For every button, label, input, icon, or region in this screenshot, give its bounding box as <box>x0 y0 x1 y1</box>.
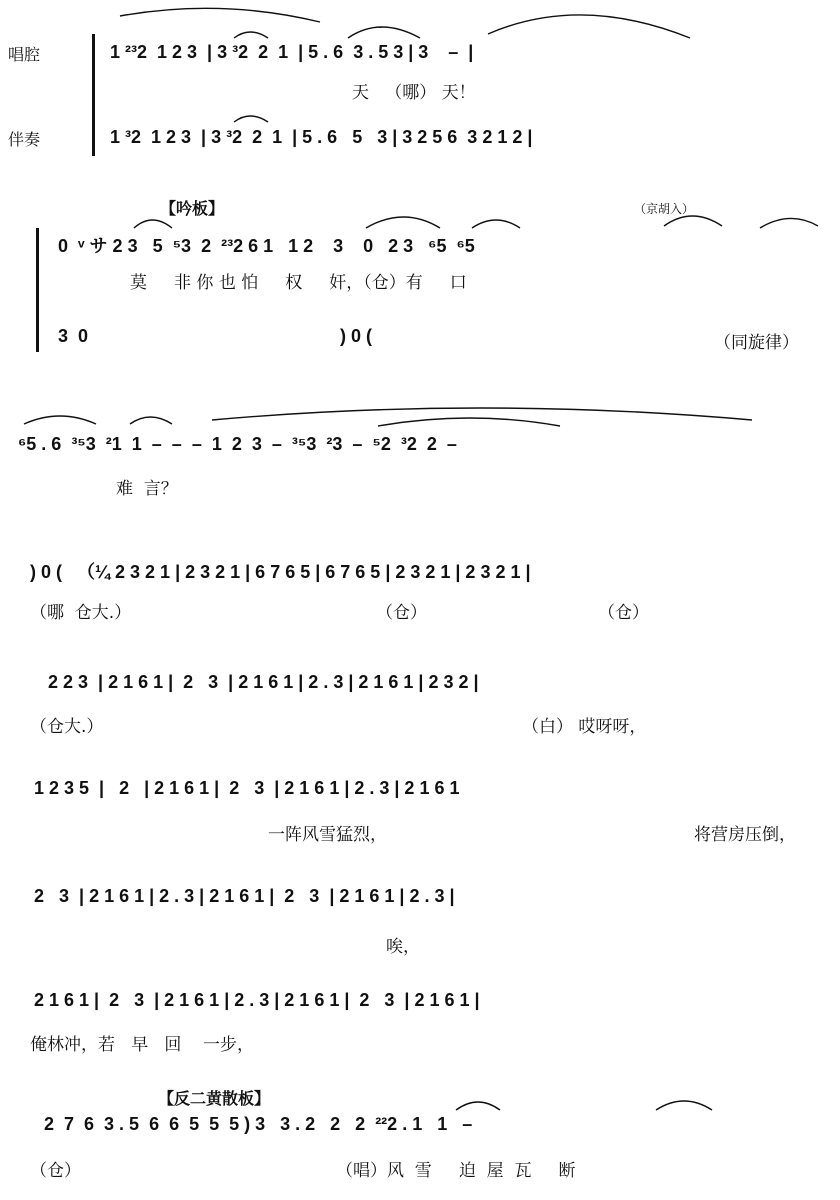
slur-mark <box>488 15 690 38</box>
system-8-lyrics: 俺林冲，若 早 回 一步， <box>30 1035 255 1055</box>
slur-mark <box>366 217 440 228</box>
system-7-lyrics: 唉， <box>386 937 420 957</box>
system-1-vocal-line: 1 ²³2 1 2 3 | 3 ³2 2 1 | 5 . 6 3 . 5 3 | 3 – | <box>110 42 474 62</box>
system-4-line: ) 0 ( （¼ 2 3 2 1 | 2 3 2 1 | 6 7 6 5 | 6 7 6 5 | 2 3 2 1 | 2 3 2 1 | <box>30 562 531 582</box>
system-9-lyrics-b: （唱）风 雪 迫 屋 瓦 断 <box>336 1161 576 1181</box>
system-5-line: 2 2 3 | 2 1 6 1 | 2 3 | 2 1 6 1 | 2 . 3 | 2 1 6 1 | 2 3 2 | <box>48 672 479 692</box>
system-4-lyrics-a: （哪 仓大.） <box>30 603 132 623</box>
slur-mark <box>656 1101 712 1110</box>
system-2-accomp-rest: ) 0 ( <box>340 326 373 346</box>
slur-mark <box>234 32 268 38</box>
slur-mark <box>760 218 818 228</box>
system-2-vocal-line: 0 ᵛ サ 2 3 5 ⁵3 2 ²³2 6 1 1 2 3 0 2 3 ⁶5 ⁶5 <box>58 236 475 256</box>
system-6-lyrics-b: 将营房压倒， <box>694 825 796 845</box>
vocal-part-label: 唱腔 <box>8 45 41 64</box>
slur-mark <box>456 1102 500 1110</box>
system-1-lyrics: 天 （哪） 天！ <box>352 83 476 103</box>
system-3-line: ⁶5 . 6 ³⁵3 ²1 1 – – – 1 2 3 – ³⁵3 ²3 – ⁵2 ³2 2 – <box>18 434 457 454</box>
system-5-lyrics-b: （白） 哎呀呀， <box>522 717 647 737</box>
slur-mark <box>664 216 722 226</box>
system-2-accomp-start: 3 0 <box>58 326 89 346</box>
slur-mark <box>120 8 320 22</box>
slur-mark <box>472 220 520 228</box>
system-8-line: 2 1 6 1 | 2 3 | 2 1 6 1 | 2 . 3 | 2 1 6 1 | 2 3 | 2 1 6 1 | <box>34 990 480 1010</box>
tempo-marking-yinban: 【吟板】 <box>160 199 225 218</box>
slur-mark <box>24 416 96 424</box>
system-3-lyrics: 难 言？ <box>116 479 178 499</box>
system-1-accomp-line: 1 ³2 1 2 3 | 3 ³2 2 1 | 5 . 6 5 3 | 3 2 5 6 3 2 1 2 | <box>110 127 533 147</box>
tempo-marking-fanerhuang: 【反二黄散板】 <box>158 1089 271 1108</box>
slur-mark <box>378 418 560 426</box>
jinghu-entry-note: （京胡入） <box>634 202 695 216</box>
system-2-accomp-note: （同旋律） <box>714 333 799 353</box>
slur-mark <box>234 116 268 122</box>
system-5-lyrics-a: （仓大.） <box>30 717 104 737</box>
accomp-part-label: 伴奏 <box>8 130 41 149</box>
slur-mark <box>134 220 172 228</box>
system-4-lyrics-b: （仓） <box>376 603 427 623</box>
system-2-lyrics: 莫 非 你 也 怕 权 奸，（仓）有 口 <box>130 273 467 293</box>
slur-mark <box>348 27 420 38</box>
system-9-lyrics-a: （仓） <box>30 1161 81 1181</box>
system-6-lyrics-a: 一阵风雪猛烈， <box>268 825 387 845</box>
system-7-line: 2 3 | 2 1 6 1 | 2 . 3 | 2 1 6 1 | 2 3 | 2 1 6 1 | 2 . 3 | <box>34 886 455 906</box>
slur-mark <box>130 417 172 424</box>
system-6-line: 1 2 3 5 | 2 | 2 1 6 1 | 2 3 | 2 1 6 1 | 2 . 3 | 2 1 6 1 <box>34 778 460 798</box>
system-4-lyrics-c: （仓） <box>598 603 649 623</box>
system-9-line: 2 7 6 3 . 5 6 6 5 5 5 ) 3 3 . 2 2 2 ²²2 . 1 1 – <box>44 1114 473 1134</box>
